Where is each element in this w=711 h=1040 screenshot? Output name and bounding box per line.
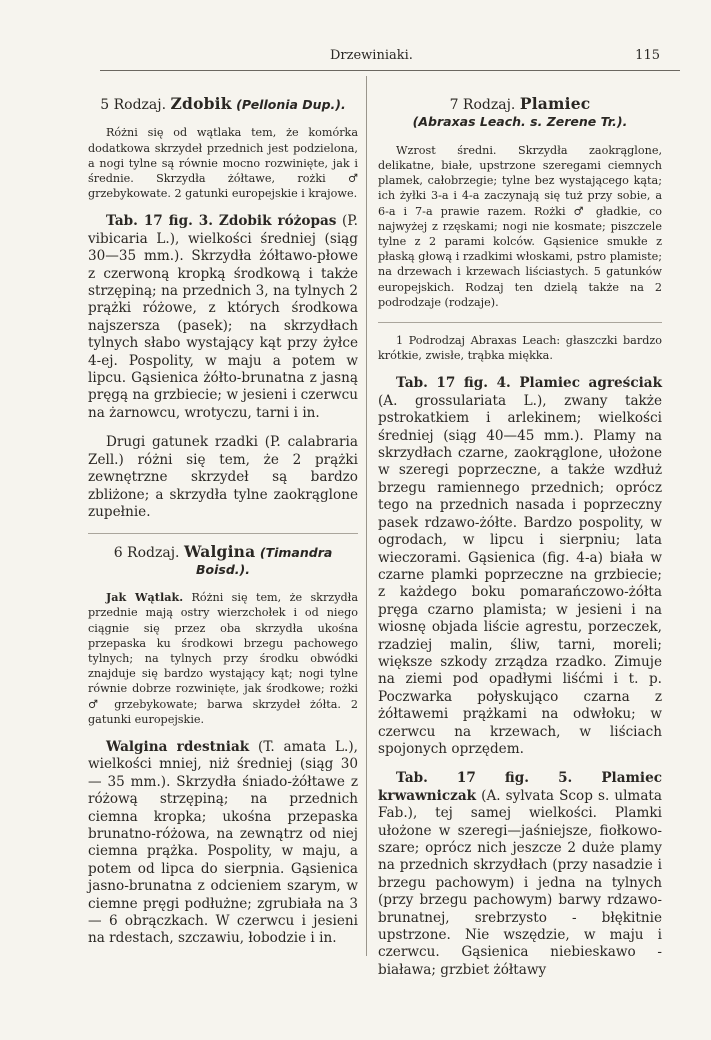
section-7-genus: Plamiec <box>519 94 591 113</box>
subsection-separator <box>378 322 662 323</box>
section-6-intro-lead: Jak Wątlak. <box>106 590 184 605</box>
subgenus-abraxas <box>378 333 662 363</box>
section-6-rodzaj: 6 Rodzaj. <box>113 545 180 562</box>
page-header <box>60 48 660 68</box>
subgenus-text: głaszczki bardzo krótkie, zwisłe, trąbka miękka. <box>378 334 662 363</box>
zdobik-rozopas-text: (P. vibicaria L.), wielkości średniej (siąg 30—35 mm.). Skrzydła żółtawo-płowe z czerwoną kropką środkową i także strzępiną; na przednich 3, na tylnych 2 prążki różowe, z których środkowa najszersza (pasek); na skrzydłach tylnych słabo wystający kąt przy żyłce 4-ej. Pospolity, w maju a potem w lipcu. Gąsienica żółto-brunatna z jasną pręgą na grzbiecie; w jesieni i czerwcu na żarnowcu, wrotyczu, tarni i in. <box>88 213 358 421</box>
plamiec-krwawniczak-text: (A. sylvata Scop s. ulmata Fab.), tej samej wielkości. Plamki ułożone w szeregi—jaśniejsze, fiołkowo-szare; oprócz nich jeszcze 2 duże plamy na przednich skrzydłach (przy nasadzie i brzegu pachowym) i jedna na tylnych (przy brzegu pachowym) barwy rdzawo-brunatnej, srebrzysto - błękitnie upstrzone. Nie wszędzie, w maju i czerwcu. Gąsienica niebieskawo - biaława; grzbiet żółtawy <box>378 787 662 978</box>
header-rule <box>100 70 680 71</box>
section-7-heading <box>378 96 662 131</box>
section-7-synonym: (Abraxas Leach. s. Zerene Tr.). <box>412 114 628 130</box>
left-column <box>88 96 358 960</box>
section-5-author: (Pellonia Dup.). <box>236 97 346 112</box>
zdobik-rozopas-entry <box>88 213 358 422</box>
walgina-rdestniak-text: (T. amata L.), wielkości mniej, niż średniej (siąg 30 — 35 mm.). Skrzydła śniado-żółtawe z różową strzępiną; na przednich ciemna kropka; ukośna przepaska brunatno-różowa, na zewnątrz od niej ciemna prążka. Pospolity, w maju, a potem od lipca do sierpnia. Gąsienica jasno-brunatna z odcieniem szarym, w ciemne pręgi podłużne; zgrubiała na 3 — 6 obrączkach. W czerwcu i jesieni na rdestach, szczawiu, łobodzie i in. <box>88 738 358 947</box>
plamiec-agresciak-lead: Tab. 17 fig. 4. Plamiec agreściak <box>396 375 662 392</box>
section-5-genus: Zdobik <box>170 94 232 113</box>
section-7-rodzaj: 7 Rodzaj. <box>449 97 516 113</box>
subgenus-prefix: 1 Podrodzaj <box>396 334 465 348</box>
section-6-intro <box>88 590 358 727</box>
plamiec-agresciak-entry <box>378 375 662 758</box>
zdobik-rozopas-lead: Tab. 17 fig. 3. Zdobik różopas <box>106 213 337 230</box>
section-5-intro: Różni się od wątlaka tem, że komórka dodatkowa skrzydeł przednich jest podzielona, a nogi tylne są równie mocno rozwinięte, jak i średnie. Skrzydła żółtawe, rożki ♂ grzebykowate. 2 gatunki europejskie i krajowe. <box>88 126 358 201</box>
plamiec-agresciak-text: (A. grossulariata L.), zwany także pstrokatkiem i arlekinem; wielkości średniej (siąg 40—45 mm.). Plamy na skrzydłach czarne, zaokrąglone, ułożone w szeregi poprzeczne, a także wzdłuż brzegu ramiennego przednich; oprócz tego na przednich nasada i poprzeczny pasek rdzawo-żółte. Bardzo pospolity, w ogrodach, w lipcu i sierpniu; lata wieczorami. Gąsienica (fig. 4-a) biała w czarne plamki poprzeczne na grzbiecie; z każdego boku pomarańczowo-żółta pręga czarno plamista; w jesieni i na wiosnę objada liście agrestu, porzeczek, rzadziej malin, śliw, tarni, moreli; większe szkody zrządza rzadko. Zimuje na ziemi pod opadłymi liśćmi i t. p. Poczwarka połyskująco czarna z żółtawemi prążkami na odwłoku; w czerwcu na krzewach, w liściach spojonych oprzędem. <box>378 392 662 757</box>
column-divider <box>366 76 367 956</box>
plamiec-krwawniczak-lead: Tab. 17 fig. 5. Plamiec krwawniczak <box>378 770 662 804</box>
subgenus-name: Abraxas Leach: <box>470 334 561 348</box>
calabraria-entry: Drugi gatunek rzadki (P. calabraria Zell.) różni się tem, że 2 prążki zewnętrzne skrzydeł są bardzo zbliżone; a skrzydła tylne zaokrąglone zupełnie. <box>88 434 358 520</box>
section-6-heading <box>88 544 358 578</box>
section-7-intro: Wzrost średni. Skrzydła zaokrąglone, delikatne, białe, upstrzone szeregami ciemnych plamek, całobrzegie; tylne bez wystającego kąta; ich żyłki 3-a i 4-a zaczynają się tuż przy sobie, a 6-a i 7-a prawie razem. Rożki ♂ gładkie, co najwyżej z rzęskami; nogi nie kosmate; piszczele tylne z 2 parami kolców. Gąsienice smukłe z płaską głową i rzadkimi włoskami, pstro plamiste; na drzewach i krzewach liściastych. 5 gatunków europejskich. Rodzaj ten dzielą także na 2 podrodzaje (rodzaje). <box>378 143 662 309</box>
section-5-heading <box>88 96 358 113</box>
section-separator <box>88 533 358 534</box>
plamiec-krwawniczak-entry <box>378 770 662 979</box>
section-5-rodzaj: 5 Rodzaj. <box>100 97 167 113</box>
running-title: Drzewiniaki. <box>330 48 413 63</box>
section-6-author: (Timandra Boisd.). <box>196 545 333 577</box>
section-6-genus: Walgina <box>183 542 256 562</box>
page-number: 115 <box>635 48 660 63</box>
section-6-intro-text: Różni się tem, że skrzydła przednie mają ostry wierzchołek i od niego ciągnie się przez oba skrzydła ukośna przepaska ku środkowi brzegu pachowego tylnych; na tylnych przy środku obwódki znajduje się bardzo wystający kąt; nogi tylne równie dobrze rozwinięte, jak środkowe; rożki ♂ grzebykowate; barwa skrzydeł żółta. 2 gatunki europejskie. <box>88 591 358 726</box>
walgina-rdestniak-entry <box>88 739 358 948</box>
right-column <box>378 96 662 991</box>
walgina-rdestniak-lead: Walgina rdestniak <box>106 738 250 755</box>
